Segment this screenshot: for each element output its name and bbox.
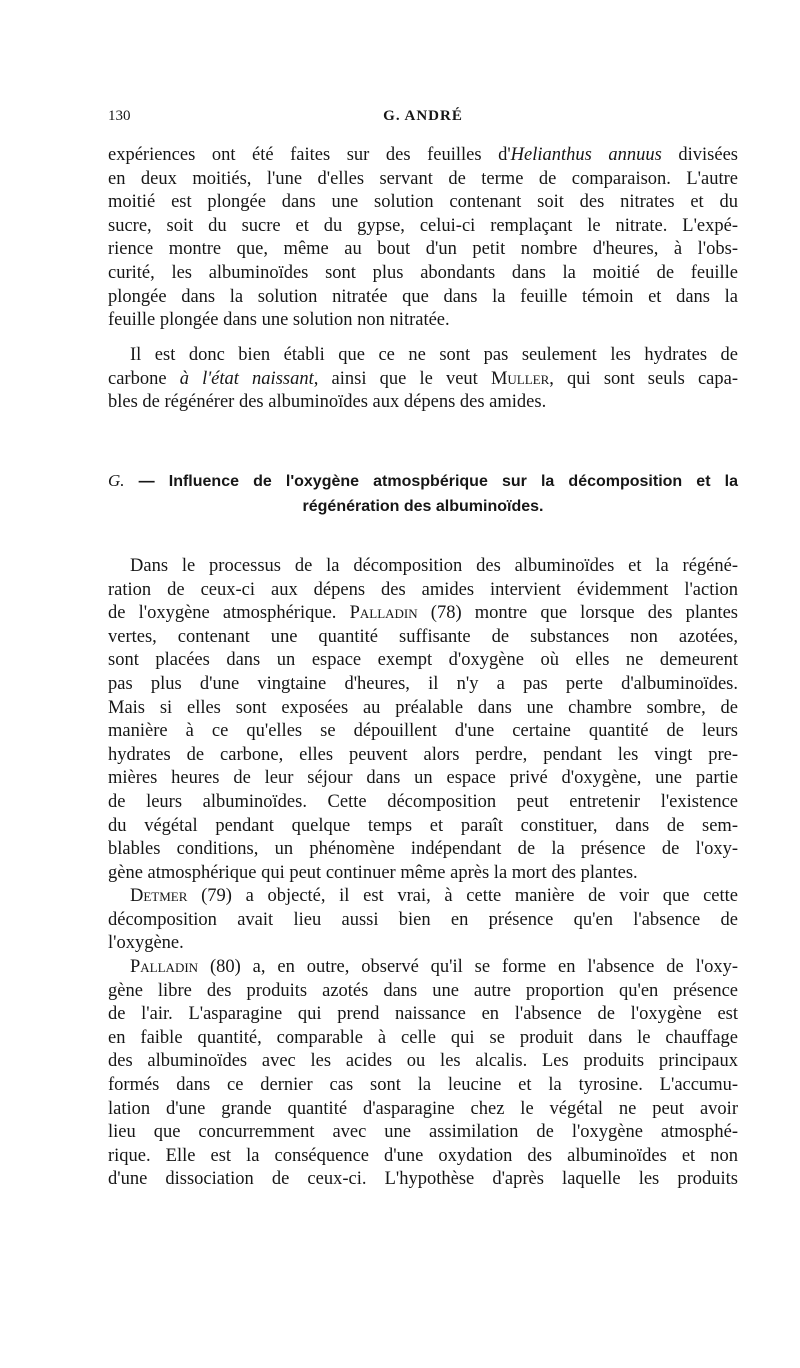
text-line: carbone à l'état naissant, ainsi que le veut Muller, qui sont seuls capa- — [108, 368, 738, 389]
species-name: Helianthus annuus — [510, 145, 662, 165]
cited-author: Muller — [490, 368, 550, 389]
section-heading — [108, 468, 738, 520]
italic-phrase: à l'état naissant — [179, 368, 314, 389]
section-letter: G. — [108, 471, 125, 490]
text-line: plongée dans la solution nitratée que dans la feuille témoin et dans la — [108, 286, 738, 307]
text-line: gène libre des produits azotés dans une autre proportion qu'en présence — [108, 980, 738, 1001]
text-line: blables conditions, un phénomène indépendant de la présence de l'oxy- — [108, 839, 738, 860]
text-line: pas plus d'une vingtaine d'heures, il n'y a pas perte d'albuminoïdes. — [108, 673, 738, 694]
text-line: manière à ce qu'elles se dépouillent d'une certaine quantité de leurs — [108, 721, 738, 742]
text-line: de l'oxygène atmosphérique. Palladin (78) montre que lorsque des plantes — [108, 603, 738, 624]
text-line: hydrates de carbone, elles peuvent alors perdre, pendant les vingt pre- — [108, 744, 738, 765]
text-line: d'une dissociation de ceux-ci. L'hypothèse d'après laquelle les produits — [108, 1169, 738, 1190]
text-line: lation d'une grande quantité d'asparagine chez le végétal ne peut avoir — [108, 1098, 738, 1119]
text-line: rique. Elle est la conséquence d'une oxydation des albuminoïdes et non — [108, 1145, 738, 1166]
paragraph-palladin — [108, 956, 738, 1192]
text-line: expériences ont été faites sur des feuilles d'Helianthus annuus divisées — [108, 145, 738, 165]
text-line: Dans le processus de la décomposition des albuminoïdes et la régéné- — [130, 556, 738, 576]
text-line: formés dans ce dernier cas sont la leucine et la tyrosine. L'accumu- — [108, 1074, 738, 1095]
text-line: décomposition avait lieu aussi bien en présence qu'en l'absence de — [108, 909, 738, 930]
running-head-author: G. ANDRÉ — [383, 108, 463, 124]
text-line: Mais si elles sont exposées au préalable dans une chambre sombre, de — [108, 697, 738, 718]
text-line: gène atmosphérique qui peut continuer même après la mort des plantes. — [108, 862, 638, 883]
page-number: 130 — [108, 108, 131, 124]
text-line: Detmer (79) a objecté, il est vrai, à cette manière de voir que cette — [130, 886, 738, 906]
text-line: ration de ceux-ci aux dépens des amides intervient évidemment l'action — [108, 579, 738, 600]
cited-author: Palladin — [349, 603, 418, 624]
text-line: de leurs albuminoïdes. Cette décomposition peut entretenir l'existence — [108, 791, 738, 812]
paragraph-oxygen-decomposition — [108, 555, 738, 885]
text-line: moitié est plongée dans une solution contenant soit des nitrates et du — [108, 192, 738, 213]
text-line: feuille plongée dans une solution non nitratée. — [108, 310, 450, 331]
section-heading-line: régénération des albuminoïdes. — [302, 498, 544, 515]
text-line: de l'air. L'asparagine qui prend naissance en l'absence de l'oxygène est — [108, 1004, 738, 1025]
text-line: curité, les albuminoïdes sont plus abondants dans la moitié de feuille — [108, 262, 738, 283]
paragraph-helianthus — [108, 144, 738, 333]
text-line: lieu que concurremment avec une assimilation de l'oxygène atmosphé- — [108, 1122, 738, 1143]
text-line: rience montre que, même au bout d'un petit nombre d'heures, à l'obs- — [108, 239, 738, 260]
text-line: en faible quantité, comparable à celle qui se produit dans le chauffage — [108, 1027, 738, 1048]
text-line: l'oxygène. — [108, 933, 184, 954]
text-line: Palladin (80) a, en outre, observé qu'il se forme en l'absence de l'oxy- — [130, 957, 738, 977]
text-line: sucre, soit du sucre et du gypse, celui-ci remplaçant le nitrate. L'expé- — [108, 215, 738, 236]
text-line: des albuminoïdes avec les acides ou les alcalis. Les produits principaux — [108, 1051, 738, 1072]
text-line: mières heures de leur séjour dans un espace privé d'oxygène, une partie — [108, 768, 738, 789]
text-line: sont placées dans un espace exempt d'oxygène où elles ne demeurent — [108, 650, 738, 671]
section-heading-line: G. — Influence de l'oxygène atmospbérique sur la décomposition et la — [108, 471, 738, 490]
text-line: bles de régénérer des albuminoïdes aux dépens des amides. — [108, 392, 547, 413]
paragraph-hydrates — [108, 344, 738, 415]
cited-author: Palladin — [130, 957, 199, 977]
text-line: Il est donc bien établi que ce ne sont pas seulement les hydrates de — [130, 345, 738, 365]
text-line: vertes, contenant une quantité suffisante de substances non azotées, — [108, 626, 738, 647]
cited-author: Detmer — [130, 886, 188, 906]
text-line: en deux moitiés, l'une d'elles servant de terme de comparaison. L'autre — [108, 168, 738, 189]
text-line: du végétal pendant quelque temps et paraît constituer, dans de sem- — [108, 815, 738, 836]
paragraph-detmer — [108, 885, 738, 956]
running-head — [108, 108, 738, 132]
